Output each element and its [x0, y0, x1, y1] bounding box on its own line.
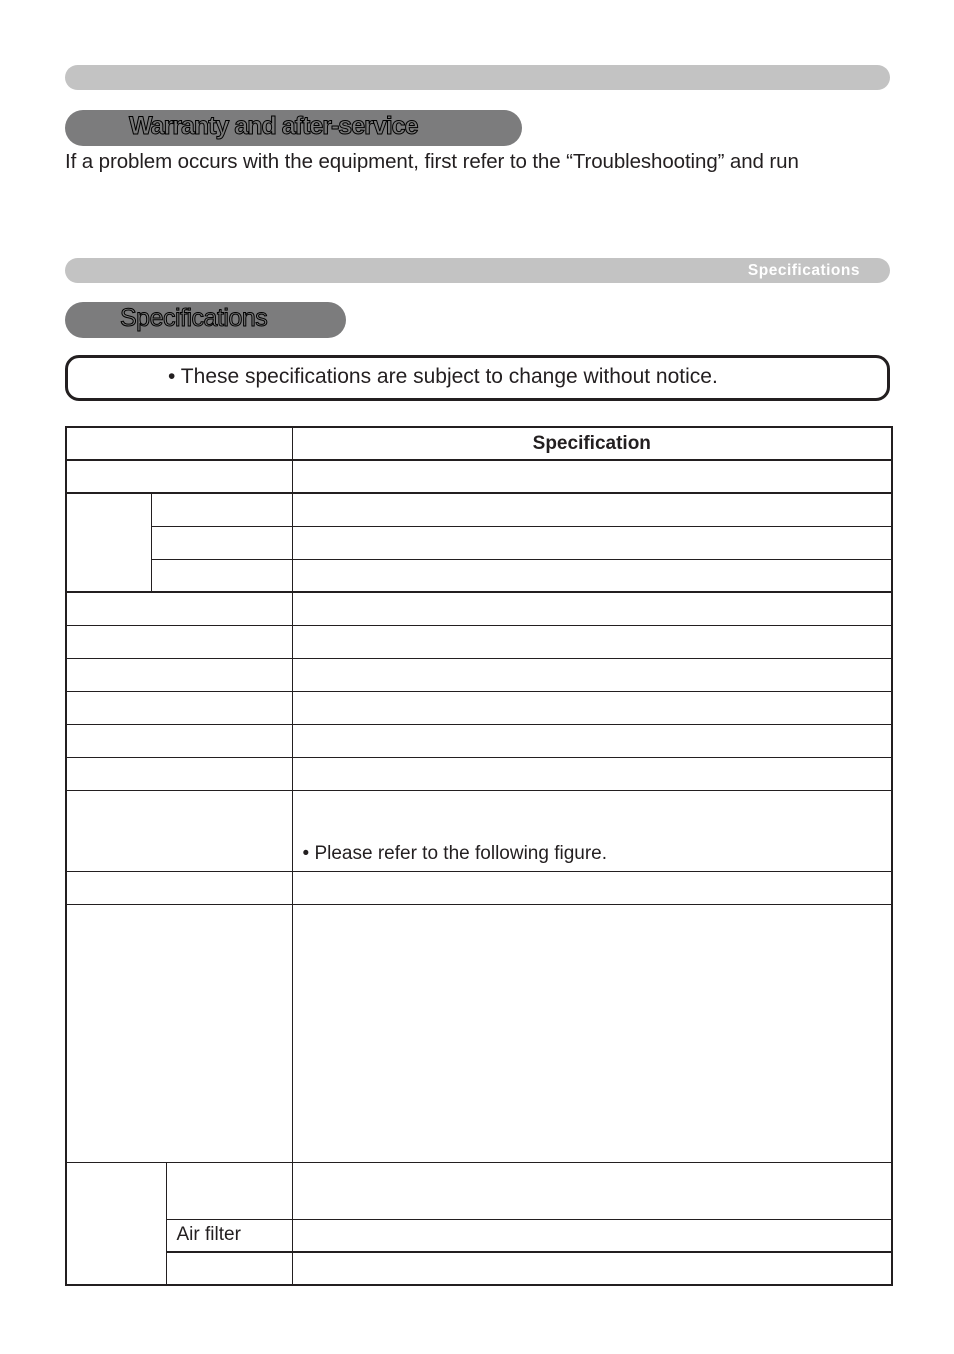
table-row — [66, 592, 892, 625]
table-cell — [66, 904, 292, 1162]
warranty-title-pill — [65, 110, 522, 146]
table-row — [66, 904, 892, 1162]
table-cell — [292, 1219, 892, 1252]
table-row — [66, 757, 892, 790]
table-cell — [66, 592, 292, 625]
table-row — [66, 559, 892, 592]
table-cell — [292, 658, 892, 691]
table-cell — [292, 592, 892, 625]
table-row — [66, 1219, 892, 1252]
spec-table — [65, 426, 893, 1286]
table-header-row — [66, 427, 892, 460]
table-cell — [292, 625, 892, 658]
table-cell — [292, 526, 892, 559]
warranty-title: Warranty and after-service — [129, 112, 418, 140]
table-row — [66, 1252, 892, 1285]
top-section-bar — [65, 65, 890, 90]
air-filter-label: Air filter — [166, 1219, 292, 1252]
table-cell — [66, 460, 292, 493]
table-cell — [166, 1162, 292, 1219]
table-row — [66, 460, 892, 493]
table-cell — [292, 871, 892, 904]
table-cell — [292, 904, 892, 1162]
table-row — [66, 493, 892, 526]
table-cell — [292, 493, 892, 526]
table-cell — [151, 526, 292, 559]
table-cell — [292, 1252, 892, 1285]
specs-title: Specifications — [120, 304, 268, 332]
table-cell — [66, 757, 292, 790]
figure-note-cell — [292, 790, 892, 871]
table-cell — [66, 625, 292, 658]
notice-text: • These specifications are subject to change without notice. — [168, 365, 718, 388]
table-cell — [292, 460, 892, 493]
table-cell — [292, 1162, 892, 1219]
table-row — [66, 526, 892, 559]
table-cell — [292, 691, 892, 724]
table-cell — [292, 724, 892, 757]
table-cell — [66, 724, 292, 757]
table-cell — [66, 871, 292, 904]
table-cell — [66, 658, 292, 691]
table-cell — [151, 559, 292, 592]
specification-header: Specification — [292, 427, 892, 460]
specs-title-pill — [65, 302, 346, 338]
table-cell — [292, 757, 892, 790]
table-cell — [66, 427, 292, 460]
figure-note-text: • Please refer to the following figure. — [302, 842, 608, 864]
table-row — [66, 790, 892, 871]
table-cell — [166, 1252, 292, 1285]
table-row — [66, 625, 892, 658]
table-group-cell — [66, 1162, 166, 1285]
warranty-intro-text: If a problem occurs with the equipment, first refer to the “Troubleshooting” and run — [65, 150, 799, 173]
specs-header-bar — [65, 258, 890, 283]
table-row — [66, 871, 892, 904]
table-cell — [66, 790, 292, 871]
specs-header-label: Specifications — [747, 262, 860, 279]
table-row — [66, 1162, 892, 1219]
table-row — [66, 724, 892, 757]
table-cell — [66, 691, 292, 724]
table-cell — [292, 559, 892, 592]
table-row — [66, 658, 892, 691]
notice-box — [65, 355, 890, 401]
table-group-cell — [66, 493, 151, 592]
table-row — [66, 691, 892, 724]
table-cell — [151, 493, 292, 526]
